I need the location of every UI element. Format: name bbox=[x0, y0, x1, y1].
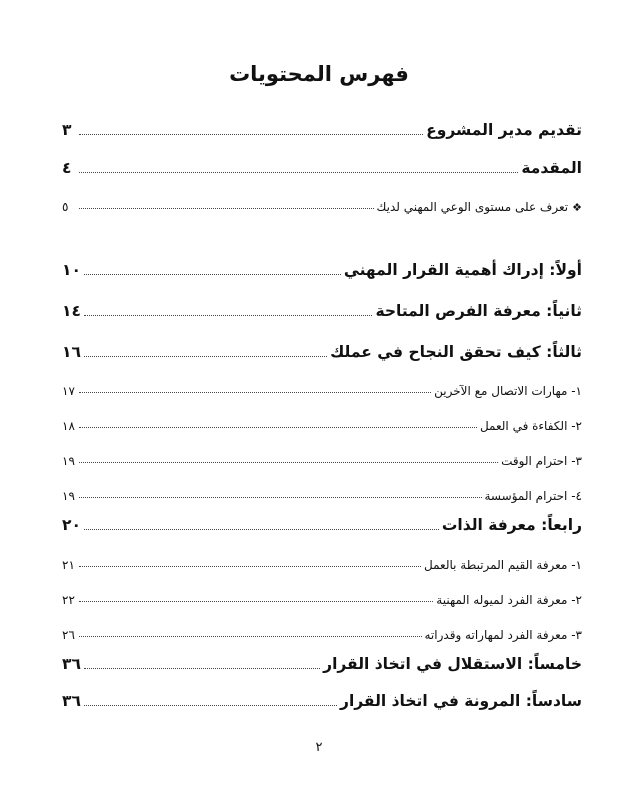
toc-entry-label bbox=[377, 200, 582, 214]
toc-entry bbox=[62, 475, 582, 503]
toc-entry-label: ٣- احترام الوقت bbox=[501, 453, 582, 468]
dot-leader bbox=[79, 635, 422, 637]
toc-entry-page: ٢٦ bbox=[62, 627, 75, 642]
toc-entry-label: ١- مهارات الاتصال مع الآخرين bbox=[434, 383, 582, 398]
dot-leader bbox=[79, 391, 431, 393]
dot-leader bbox=[84, 355, 327, 357]
toc-entry-page: ٤ bbox=[62, 159, 72, 178]
dot-leader bbox=[84, 273, 341, 275]
toc-entry bbox=[62, 186, 582, 214]
dot-leader bbox=[84, 314, 373, 316]
dot-leader bbox=[79, 133, 423, 135]
toc-entry-page: ٢٢ bbox=[62, 592, 75, 607]
diamond-bullet-icon: ❖ bbox=[572, 200, 582, 214]
toc-entry-page: ١٨ bbox=[62, 418, 75, 433]
toc-entry-page: ١٩ bbox=[62, 488, 75, 503]
toc-entry bbox=[62, 252, 582, 280]
dot-leader bbox=[79, 426, 477, 428]
toc-entry-label-text: تعرف على مستوى الوعي المهني لديك bbox=[376, 199, 569, 214]
dot-leader bbox=[79, 171, 518, 173]
dot-leader bbox=[84, 528, 439, 530]
toc-title: فهرس المحتويات bbox=[229, 62, 409, 86]
toc-entry-page: ١٤ bbox=[62, 302, 81, 321]
dot-leader bbox=[79, 461, 498, 463]
toc-entry-page: ١٠ bbox=[62, 261, 81, 280]
toc-entry-label: خامساً: الاستقلال في اتخاذ القرار bbox=[323, 655, 582, 674]
toc-entry-page: ٢١ bbox=[62, 557, 75, 572]
toc-entry-label: ٣- معرفة الفرد لمهاراته وقدراته bbox=[424, 627, 582, 642]
toc-entry-page: ٥ bbox=[62, 199, 69, 214]
toc-entry-label: المقدمة bbox=[521, 159, 582, 178]
toc-entry bbox=[62, 405, 582, 433]
toc-entry-label: ثانياً: معرفة الفرص المتاحة bbox=[375, 302, 582, 321]
toc-entry-label: سادساً: المرونة في اتخاذ القرار bbox=[340, 692, 582, 711]
dot-leader bbox=[79, 496, 482, 498]
toc-entry-label: رابعاً: معرفة الذات bbox=[441, 516, 582, 535]
toc-entry bbox=[62, 112, 582, 140]
toc-entry bbox=[62, 579, 582, 607]
toc-entry-page: ٣ bbox=[62, 121, 72, 140]
toc-entry bbox=[62, 440, 582, 468]
dot-leader bbox=[79, 565, 421, 567]
toc-entry-label: ٤- احترام المؤسسة bbox=[484, 488, 582, 503]
toc-entry-page: ٣٦ bbox=[62, 655, 81, 674]
toc-entry-label: ٢- الكفاءة في العمل bbox=[479, 418, 582, 433]
toc-entry bbox=[62, 150, 582, 178]
toc-entry-page: ٢٠ bbox=[62, 516, 81, 535]
toc-entry-label: ثالثاً: كيف تحقق النجاح في عملك bbox=[330, 343, 582, 362]
toc-entry bbox=[62, 683, 582, 711]
toc-entry bbox=[62, 646, 582, 674]
toc-entry-label: ١- معرفة القيم المرتبطة بالعمل bbox=[424, 557, 582, 572]
toc-entry-page: ٣٦ bbox=[62, 692, 81, 711]
dot-leader bbox=[84, 667, 320, 669]
toc-entry-page: ١٩ bbox=[62, 453, 75, 468]
toc-entry-page: ١٦ bbox=[62, 343, 81, 362]
toc-entry bbox=[62, 614, 582, 642]
toc-entry-label: ٢- معرفة الفرد لميوله المهنية bbox=[436, 592, 582, 607]
toc-entry-label: أولاً: إدراك أهمية القرار المهني bbox=[343, 261, 582, 280]
dot-leader bbox=[79, 207, 374, 209]
toc-entry bbox=[62, 334, 582, 362]
toc-entry-label: تقديم مدير المشروع bbox=[426, 121, 582, 140]
toc-entry bbox=[62, 507, 582, 535]
toc-entry-page: ١٧ bbox=[62, 383, 75, 398]
dot-leader bbox=[79, 600, 433, 602]
toc-entry bbox=[62, 370, 582, 398]
dot-leader bbox=[84, 704, 337, 706]
page-number: ٢ bbox=[315, 740, 323, 755]
toc-entry bbox=[62, 544, 582, 572]
toc-entry bbox=[62, 293, 582, 321]
